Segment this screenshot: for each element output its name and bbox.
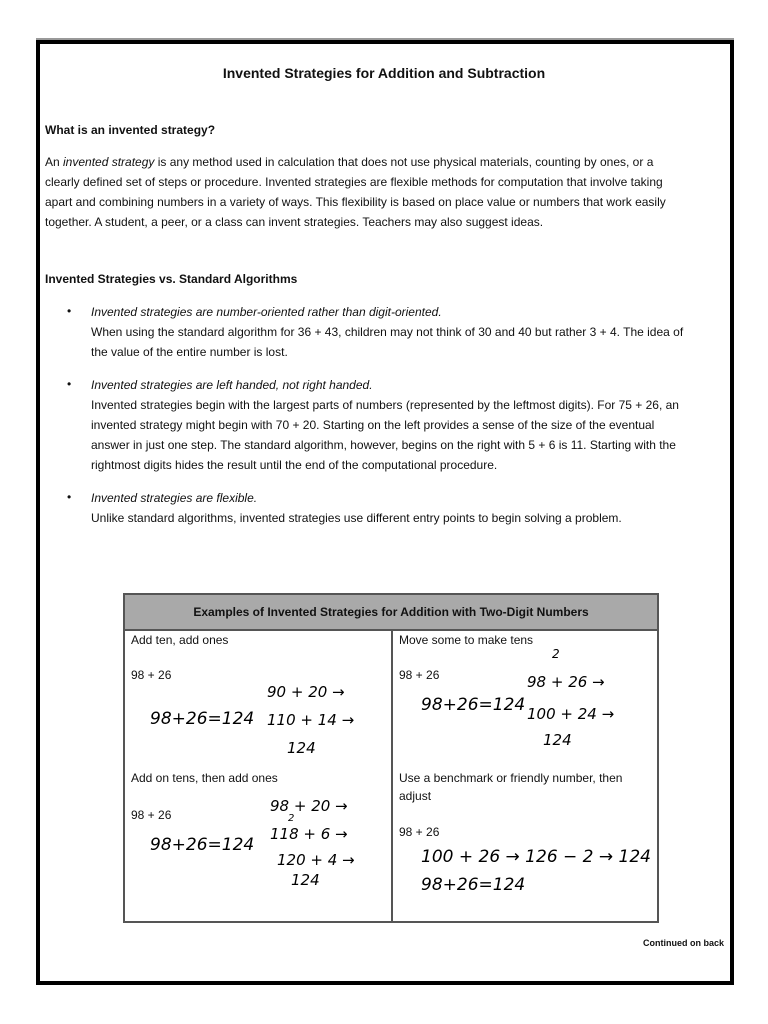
strategy-label: Add ten, add ones <box>131 633 229 647</box>
paragraph-line: clearly defined set of steps or procedure. Invented strategies are flexible methods for computation that involve taking <box>45 175 663 189</box>
emphasis: invented strategy <box>63 155 155 169</box>
section-heading-what: What is an invented strategy? <box>45 123 216 137</box>
bullet-title: Invented strategies are number-oriented rather than digit-oriented. <box>91 305 442 319</box>
bullet-title: Invented strategies are flexible. <box>91 491 258 505</box>
problem-text: 98 + 26 <box>131 668 172 682</box>
handwritten-step: 100 + 24 → <box>527 705 615 723</box>
problem-text: 98 + 26 <box>399 825 440 839</box>
strategy-label: Add on tens, then add ones <box>131 771 278 785</box>
page-title: Invented Strategies for Addition and Subtraction <box>222 65 546 81</box>
examples-table <box>123 593 659 923</box>
text: is any method used in calculation that does not use physical materials, counting by ones, or a <box>154 155 654 169</box>
bullet-line: the value of the entire number is lost. <box>91 345 288 359</box>
column-divider <box>391 631 393 921</box>
bullet-line: answer in just one step. The standard algorithm, however, begins on the right with 5 + 6 is 11. Starting with the <box>91 438 676 452</box>
problem-text: 98 + 26 <box>399 668 440 682</box>
bullet-line: rightmost digits hides the result until the end of the computational procedure. <box>91 458 498 472</box>
handwritten-note: 2 <box>552 647 560 661</box>
continued-note: Continued on back <box>643 938 724 948</box>
table-header: Examples of Invented Strategies for Addition with Two-Digit Numbers <box>125 595 657 631</box>
handwritten-step: 110 + 14 → <box>267 711 355 729</box>
handwritten-step: 118 + 6 → <box>270 825 348 843</box>
handwritten-step: 124 <box>291 871 320 889</box>
handwritten-step: 120 + 4 → <box>277 851 355 869</box>
handwritten-step: 90 + 20 → <box>267 683 345 701</box>
problem-text: 98 + 26 <box>131 808 172 822</box>
handwritten-step: 124 <box>543 731 572 749</box>
handwritten-result: 98+26=124 <box>150 835 255 855</box>
bullet-line: When using the standard algorithm for 36 + 43, children may not think of 30 and 40 but rather 3 + 4. The idea of <box>91 325 684 339</box>
handwritten-result: 98+26=124 <box>421 695 526 715</box>
strategy-label: Use a benchmark or friendly number, then <box>399 771 623 785</box>
bullet-line: invented strategy might begin with 70 + 20. Starting on the left provides a sense of the size of the eventual <box>91 418 655 432</box>
handwritten-step: 100 + 26 → 126 − 2 → 124 <box>421 847 651 867</box>
bullet-line: Invented strategies begin with the largest parts of numbers (represented by the leftmost digits). For 75 + 26, an <box>91 398 679 412</box>
paragraph-line: apart and combining numbers in a variety of ways. This flexibility is based on place value or numbers that work easily <box>45 195 666 209</box>
bullet-line: Unlike standard algorithms, invented strategies use different entry points to begin solving a problem. <box>91 511 622 525</box>
handwritten-result: 98+26=124 <box>421 875 526 895</box>
handwritten-result: 98+26=124 <box>150 709 255 729</box>
paragraph-line <box>45 152 653 172</box>
handwritten-step: 98 + 26 → <box>527 673 605 691</box>
strategy-label-cont: adjust <box>399 789 432 803</box>
text: An <box>45 155 64 169</box>
handwritten-note: 2 <box>288 813 295 824</box>
handwritten-step: 124 <box>287 739 316 757</box>
section-heading-vs: Invented Strategies vs. Standard Algorithms <box>45 272 298 286</box>
paragraph-line: together. A student, a peer, or a class can invent strategies. Teachers may also suggest ideas. <box>45 215 544 229</box>
bullet-icon: • <box>67 304 72 318</box>
bullet-title: Invented strategies are left handed, not right handed. <box>91 378 373 392</box>
bullet-icon: • <box>67 490 72 504</box>
handwritten-step: 98 + 20 → <box>270 797 348 815</box>
strategy-label: Move some to make tens <box>399 633 534 647</box>
bullet-icon: • <box>67 377 72 391</box>
